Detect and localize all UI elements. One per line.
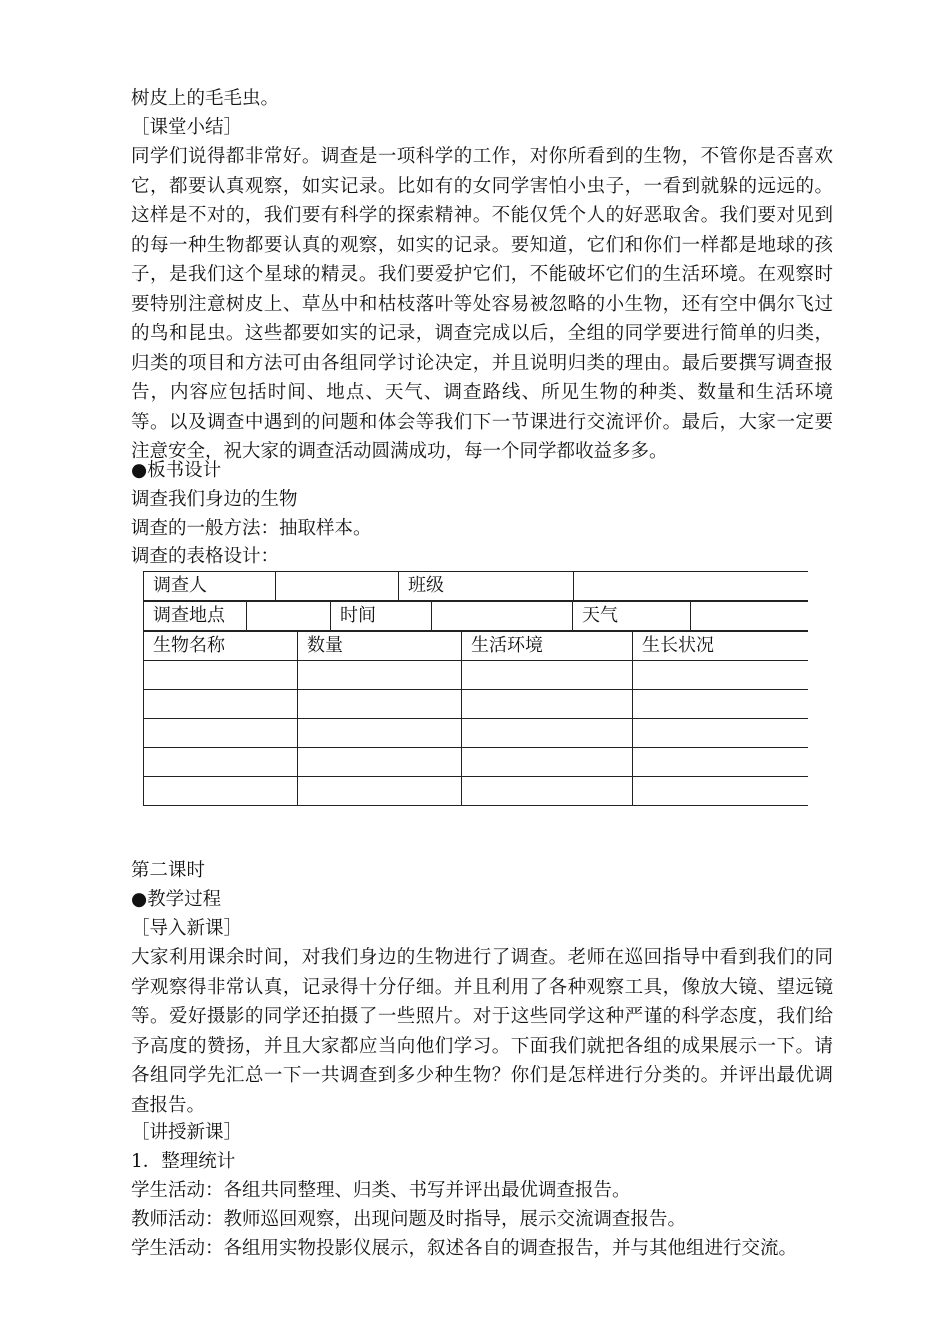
label-investigator: 调查人: [144, 572, 276, 601]
label-location: 调查地点: [144, 602, 247, 631]
table-cell: [633, 719, 809, 748]
table-cell: [298, 719, 462, 748]
activity-line: 学生活动：各组用实物投影仪展示，叙述各自的调查报告，并与其他组进行交流。: [131, 1238, 798, 1259]
table-cell: [298, 748, 462, 777]
table-cell: [462, 777, 633, 806]
activity-line: 教师活动：教师巡回观察，出现问题及时指导，展示交流调查报告。: [131, 1209, 687, 1230]
section-heading-summary: ［课堂小结］: [131, 117, 243, 138]
section-heading-process: ●教学过程: [131, 889, 222, 910]
table-row: [144, 719, 809, 748]
method-line: 调查的一般方法：抽取样本。: [131, 518, 372, 539]
activity-line: 学生活动：各组共同整理、归类、书写并评出最优调查报告。: [131, 1180, 631, 1201]
table-cell: [633, 690, 809, 719]
label-class: 班级: [399, 572, 574, 601]
section-heading-board: ●板书设计: [131, 460, 222, 481]
board-title: 调查我们身边的生物: [131, 489, 298, 510]
label-weather: 天气: [573, 602, 691, 631]
header-growth-status: 生长状况: [633, 632, 809, 661]
header-quantity: 数量: [298, 632, 462, 661]
section-heading-intro: ［导入新课］: [131, 918, 243, 939]
table-cell: [144, 690, 298, 719]
table-row: [144, 690, 809, 719]
lesson-two-title: 第二课时: [131, 860, 206, 881]
table-row: [144, 748, 809, 777]
table-cell: [462, 719, 633, 748]
cell-time-value: [432, 602, 573, 631]
organism-table: [143, 631, 808, 806]
table-cell: [144, 748, 298, 777]
table-cell: [633, 661, 809, 690]
table-row: [144, 777, 809, 806]
table-cell: [633, 748, 809, 777]
cell-class-value: [574, 572, 809, 601]
table-cell: [633, 777, 809, 806]
survey-row-1: [143, 571, 808, 601]
step-heading: 1．整理统计: [131, 1151, 236, 1172]
table-caption: 调查的表格设计：: [131, 546, 280, 567]
cell-investigator-value: [276, 572, 399, 601]
survey-data-section: [143, 631, 808, 806]
organism-table-header: [144, 632, 809, 661]
intro-paragraph: 大家利用课余时间，对我们身边的生物进行了调查。老师在巡回指导中看到我们的同学观察得非常认真，记录得十分仔细。并且利用了各种观察工具，像放大镜、望远镜等。爱好摄影的同学还拍摄了一些照片。对于这些同学这种严谨的科学态度，我们给予高度的赞扬，并且大家都应当向他们学习。下面我们就把各组的成果展示一下。请各组同学先汇总一下一共调查到多少种生物？你们是怎样进行分类的。并评出最优调查报告。: [131, 947, 833, 1116]
header-organism-name: 生物名称: [144, 632, 298, 661]
cell-location-value: [247, 602, 331, 631]
survey-table: [143, 571, 808, 806]
label-time: 时间: [331, 602, 432, 631]
text-line: 树皮上的毛毛虫。: [131, 88, 280, 109]
table-cell: [298, 690, 462, 719]
table-cell: [462, 690, 633, 719]
table-cell: [298, 661, 462, 690]
section-heading-new-lesson: ［讲授新课］: [131, 1122, 243, 1143]
cell-weather-value: [691, 602, 809, 631]
header-habitat: 生活环境: [462, 632, 633, 661]
table-cell: [462, 661, 633, 690]
table-cell: [144, 719, 298, 748]
summary-paragraph: 同学们说得都非常好。调查是一项科学的工作，对你所看到的生物，不管你是否喜欢它，都要认真观察，如实记录。比如有的女同学害怕小虫子，一看到就躲的远远的。这样是不对的，我们要有科学的探索精神。不能仅凭个人的好恶取舍。我们要对见到的每一种生物都要认真的观察，如实的记录。要知道，它们和你们一样都是地球的孩子，是我们这个星球的精灵。我们要爱护它们，不能破坏它们的生活环境。在观察时要特别注意树皮上、草丛中和枯枝落叶等处容易被忽略的小生物，还有空中偶尔飞过的鸟和昆虫。这些都要如实的记录，调查完成以后，全组的同学要进行简单的归类，归类的项目和方法可由各组同学讨论决定，并且说明归类的理由。最后要撰写调查报告，内容应包括时间、地点、天气、调查路线、所见生物的种类、数量和生活环境等。以及调查中遇到的问题和体会等我们下一节课进行交流评价。最后，大家一定要注意安全，祝大家的调查活动圆满成功，每一个同学都收益多多。: [131, 146, 833, 462]
table-cell: [144, 661, 298, 690]
table-cell: [462, 748, 633, 777]
table-cell: [298, 777, 462, 806]
table-row: [144, 661, 809, 690]
table-cell: [144, 777, 298, 806]
survey-row-2: [143, 601, 808, 631]
